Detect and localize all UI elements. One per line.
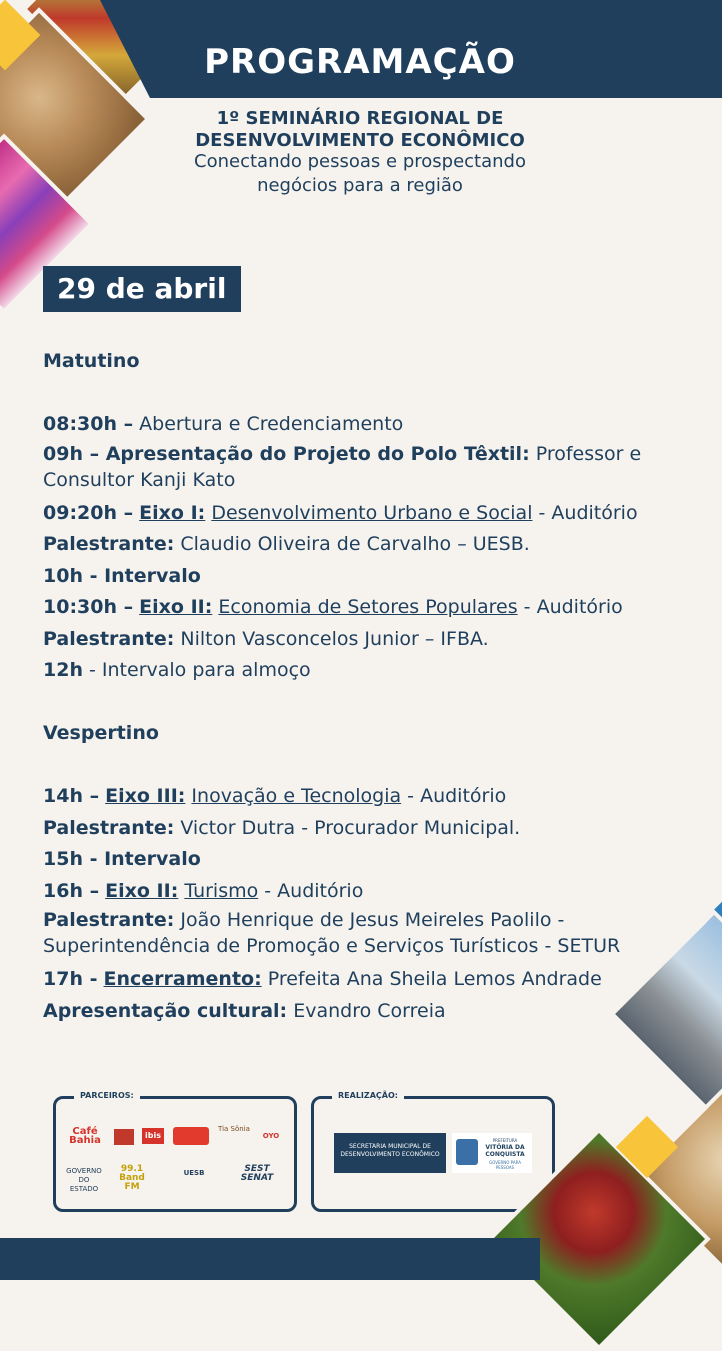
logo-cafe-bahia: Café Bahia: [69, 1126, 101, 1146]
speaker-label: Palestrante:: [43, 533, 175, 555]
item-time: 09h – Apresentação do Projeto do Polo Têxtil:: [43, 442, 530, 465]
subtitle-line1: Conectando pessoas e prospectando: [194, 151, 526, 172]
schedule-item: [43, 498, 683, 530]
morning-heading: Matutino: [43, 350, 140, 372]
organizers-box: [311, 1091, 555, 1212]
item-text: - Intervalo para almoço: [82, 659, 311, 681]
item-place: - Auditório: [532, 501, 638, 524]
schedule-item: [43, 592, 683, 624]
item-text: Prefeita Ana Sheila Lemos Andrade: [261, 968, 602, 990]
schedule-item: [43, 655, 683, 687]
secretaria-logo: SECRETARIA MUNICIPAL DE DESENVOLVIMENTO ECONÔMICO: [334, 1133, 446, 1173]
schedule-item: 15h - Intervalo: [43, 848, 201, 870]
cultural-label: Apresentação cultural:: [43, 999, 288, 1022]
date-badge: 29 de abril: [43, 266, 241, 312]
item-axis: Eixo II:: [139, 596, 213, 618]
schedule-item: [43, 907, 683, 959]
schedule-item: [43, 624, 683, 656]
logo-sest-senat: SEST SENAT: [240, 1164, 274, 1183]
item-theme: Inovação e Tecnologia: [191, 785, 402, 807]
organizers-label: REALIZAÇÃO:: [332, 1091, 404, 1100]
speaker-label: Palestrante:: [43, 909, 175, 931]
speaker-label: Palestrante:: [43, 627, 175, 650]
page-title: PROGRAMAÇÃO: [204, 42, 516, 82]
item-time: 09:20h –: [43, 501, 134, 524]
event-title: [150, 108, 570, 152]
header-band-cut: [100, 0, 150, 98]
closing-label: Encerramento:: [103, 968, 262, 990]
item-time: 16h –: [43, 879, 100, 902]
logo-red-square: [114, 1129, 134, 1145]
event-title-line2: DESENVOLVIMENTO ECONÔMICO: [195, 130, 525, 151]
schedule-item: [43, 996, 683, 1028]
item-theme: Turismo: [184, 879, 259, 902]
speaker-name: Victor Dutra - Procurador Municipal.: [174, 816, 521, 839]
schedule-item: [43, 876, 683, 908]
item-place: - Auditório: [258, 879, 364, 902]
logo-oyo: OYO: [262, 1132, 280, 1140]
logo-tia-sonia: Tia Sônia: [218, 1125, 250, 1133]
city-crest-icon: [456, 1139, 478, 1165]
speaker-name: Claudio Oliveira de Carvalho – UESB.: [174, 533, 530, 555]
prefeitura-tagline: GOVERNO PARA PESSOAS: [489, 1160, 521, 1170]
prefeitura-small: PREFEITURA: [492, 1138, 518, 1143]
speaker-name: Nilton Vasconcelos Junior – IFBA.: [174, 627, 489, 650]
schedule-item: [43, 781, 683, 813]
prefeitura-name: VITÓRIA DA CONQUISTA: [485, 1144, 525, 1158]
item-text: Professor e Consultor Kanji Kato: [43, 442, 642, 491]
partners-label: PARCEIROS:: [74, 1091, 140, 1100]
item-axis: Eixo II:: [105, 879, 179, 902]
schedule: [43, 346, 683, 1027]
event-title-line1: 1º SEMINÁRIO REGIONAL DE: [216, 108, 504, 129]
logo-red-badge: [173, 1127, 209, 1145]
partners-box: [53, 1091, 297, 1212]
speaker-label: Palestrante:: [43, 816, 175, 839]
subtitle-line2: negócios para a região: [257, 175, 463, 196]
item-axis: Eixo I:: [139, 501, 206, 524]
item-time: 10:30h –: [43, 596, 134, 618]
logo-ibis: ibis: [142, 1128, 164, 1144]
speaker-name: João Henrique de Jesus Meireles Paolilo - Superintendência de Promoção e Serviços Turísticos - SETUR: [43, 909, 621, 957]
event-subtitle: [150, 150, 570, 198]
item-place: - Auditório: [401, 785, 507, 807]
afternoon-heading: Vespertino: [43, 722, 159, 744]
schedule-item: 10h - Intervalo: [43, 564, 201, 587]
item-text: Evandro Correia: [287, 999, 446, 1022]
item-text: Abertura e Credenciamento: [133, 413, 404, 435]
schedule-item: [43, 529, 683, 561]
logo-band-fm: 99.1 Band FM: [119, 1164, 145, 1192]
prefeitura-logo: [452, 1133, 532, 1173]
footer-band: [0, 1238, 540, 1280]
schedule-item: [43, 441, 683, 493]
item-time: 17h -: [43, 968, 98, 990]
item-theme: Economia de Setores Populares: [218, 596, 518, 618]
schedule-item: [43, 813, 683, 845]
schedule-item: [43, 409, 683, 441]
schedule-item: [43, 964, 683, 996]
item-axis: Eixo III:: [105, 785, 186, 807]
item-theme: Desenvolvimento Urbano e Social: [211, 501, 533, 524]
logo-uesb: UESB: [183, 1169, 205, 1177]
item-time: 08:30h –: [43, 413, 134, 435]
item-time: 14h –: [43, 785, 100, 807]
item-time: 12h: [43, 659, 83, 681]
item-place: - Auditório: [517, 596, 623, 618]
logo-governo-estado: GOVERNO DO ESTADO: [66, 1167, 102, 1193]
